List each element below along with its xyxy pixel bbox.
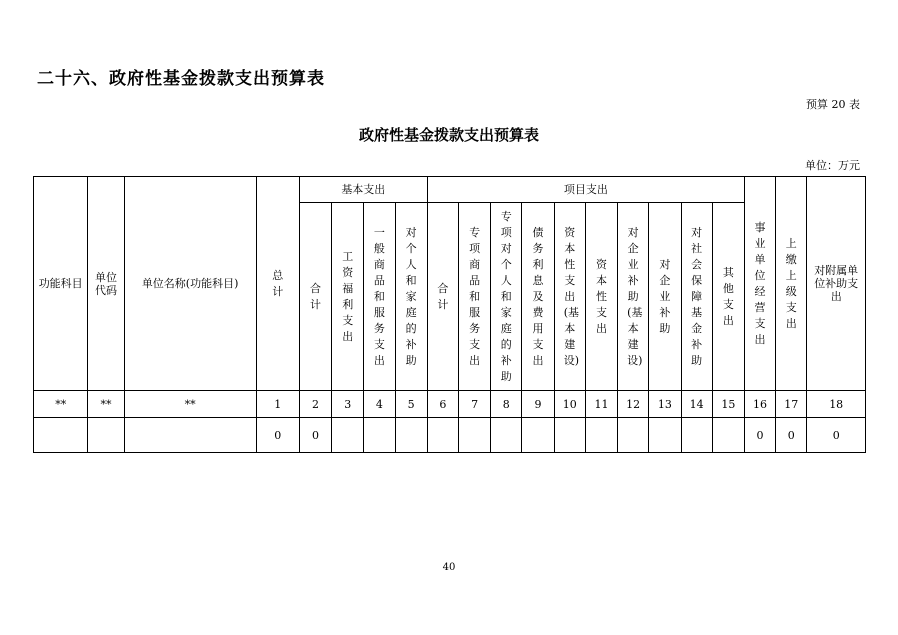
- data-cell: [491, 418, 522, 453]
- data-cell: [458, 418, 490, 453]
- index-cell: **: [88, 391, 124, 418]
- header-project-col: 资本性支出: [585, 203, 617, 391]
- page-number: 40: [442, 562, 456, 573]
- data-cell-basic-total: 0: [299, 418, 331, 453]
- data-cell: [124, 418, 256, 453]
- data-cell: [364, 418, 395, 453]
- unit-label: 单位：万元: [805, 159, 860, 172]
- header-total: 总计: [256, 177, 299, 391]
- index-cell: 12: [618, 391, 649, 418]
- index-cell: 18: [807, 391, 866, 418]
- index-cell: **: [34, 391, 88, 418]
- index-cell: 7: [458, 391, 490, 418]
- header-project-col: 专项对个人和家庭的补助: [491, 203, 522, 391]
- data-row: [34, 418, 866, 453]
- index-cell: 3: [332, 391, 364, 418]
- index-cell: 6: [427, 391, 458, 418]
- data-cell: [618, 418, 649, 453]
- data-cell-higher: 0: [776, 418, 807, 453]
- header-business: 事业单位经营支出: [744, 177, 775, 391]
- index-cell: **: [124, 391, 256, 418]
- data-cell: [332, 418, 364, 453]
- data-cell: [88, 418, 124, 453]
- header-basic-col: 对个人和家庭的补助: [395, 203, 427, 391]
- index-cell: 13: [649, 391, 681, 418]
- data-cell-total: 0: [256, 418, 299, 453]
- header-project-col: 合计: [427, 203, 458, 391]
- index-cell: 8: [491, 391, 522, 418]
- header-project-col: 对企业补助(基本建设): [618, 203, 649, 391]
- index-cell: 2: [299, 391, 331, 418]
- header-project-col: 对企业补助: [649, 203, 681, 391]
- header-project-col: 资本性支出(基本建设): [554, 203, 585, 391]
- header-affiliated: 对附属单位补助支出: [807, 177, 866, 391]
- data-cell: [712, 418, 744, 453]
- index-row: [34, 391, 866, 418]
- header-func-subject: 功能科目: [34, 177, 88, 391]
- index-cell: 10: [554, 391, 585, 418]
- table-number: 预算 20 表: [806, 98, 860, 111]
- data-cell: [554, 418, 585, 453]
- header-basic-col: 一般商品和服务支出: [364, 203, 395, 391]
- header-project-col: 其他支出: [712, 203, 744, 391]
- header-row-groups: [34, 177, 866, 203]
- data-cell: [427, 418, 458, 453]
- header-basic-group: 基本支出: [299, 177, 427, 203]
- header-project-col: 专项商品和服务支出: [458, 203, 490, 391]
- data-cell: [395, 418, 427, 453]
- table-title: 政府性基金拨款支出预算表: [358, 126, 539, 144]
- index-cell: 16: [744, 391, 775, 418]
- data-cell: [585, 418, 617, 453]
- data-cell: [681, 418, 712, 453]
- data-cell-business: 0: [744, 418, 775, 453]
- header-unit-code: 单位代码: [88, 177, 124, 391]
- index-cell: 17: [776, 391, 807, 418]
- data-cell: [649, 418, 681, 453]
- index-cell: 15: [712, 391, 744, 418]
- page-heading: 二十六、政府性基金拨款支出预算表: [37, 69, 325, 89]
- header-project-group: 项目支出: [427, 177, 744, 203]
- index-cell: 5: [395, 391, 427, 418]
- header-basic-col: 合计: [299, 203, 331, 391]
- index-cell: 11: [585, 391, 617, 418]
- data-cell: [522, 418, 554, 453]
- header-project-col: 债务利息及费用支出: [522, 203, 554, 391]
- data-cell: [34, 418, 88, 453]
- header-project-col: 对社会保障基金补助: [681, 203, 712, 391]
- data-cell-affiliated: 0: [807, 418, 866, 453]
- index-cell: 1: [256, 391, 299, 418]
- header-unit-name: 单位名称(功能科目): [124, 177, 256, 391]
- index-cell: 4: [364, 391, 395, 418]
- budget-table: [33, 176, 866, 453]
- header-higher: 上缴上级支出: [776, 177, 807, 391]
- header-basic-col: 工资福利支出: [332, 203, 364, 391]
- index-cell: 9: [522, 391, 554, 418]
- index-cell: 14: [681, 391, 712, 418]
